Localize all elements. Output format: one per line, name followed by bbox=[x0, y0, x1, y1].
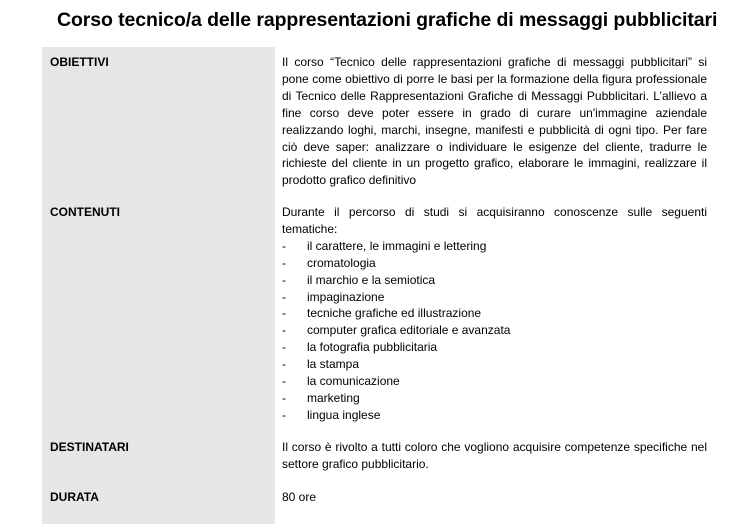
bullet-dash: - bbox=[282, 390, 286, 405]
bullet-dash: - bbox=[282, 374, 286, 389]
bullet-dash: - bbox=[282, 238, 286, 253]
list-item: - computer grafica editoriale e avanzata bbox=[282, 323, 511, 338]
list-item: - il carattere, le immagini e lettering bbox=[282, 238, 487, 253]
list-item: - marketing bbox=[282, 390, 360, 405]
list-item: - la comunicazione bbox=[282, 374, 400, 389]
bullet-dash: - bbox=[282, 272, 286, 287]
page-title: Corso tecnico/a delle rappresentazioni grafiche di messaggi pubblicitari bbox=[57, 9, 718, 31]
bullet-dash: - bbox=[282, 407, 286, 422]
topics-list bbox=[282, 238, 707, 424]
durata-text: 80 ore bbox=[282, 490, 317, 504]
list-item: - la stampa bbox=[282, 357, 360, 372]
bullet-dash: - bbox=[282, 340, 286, 355]
destinatari-label: DESTINATARI bbox=[50, 440, 129, 454]
contenuti-section bbox=[282, 204, 707, 424]
list-item: - lingua inglese bbox=[282, 407, 381, 422]
durata-label: DURATA bbox=[50, 490, 99, 504]
list-item: - il marchio e la semiotica bbox=[282, 272, 436, 287]
list-item: - tecniche grafiche ed illustrazione bbox=[282, 306, 482, 321]
contenuti-label: CONTENUTI bbox=[50, 205, 120, 219]
bullet-dash: - bbox=[282, 306, 286, 321]
obiettivi-text: Il corso “Tecnico delle rappresentazioni grafiche di messaggi pubblicitari” si pone come obiettivo di porre le basi per la formazione della figura professionale di Tecnico delle Rappresentazioni Grafiche di Messaggi Pubblicitari. L’allievo a fine corso deve poter essere in grado di curare un'immagine aziendale realizzando loghi, marchi, insegne, manifesti e pubblicità di ogni tipo. Per fare ciò deve saper: analizzare o individuare le esigenze del cliente, tradurre le richieste del cliente in un progetto grafico, elaborare le immagini, realizzare il prodotto grafico definitivo bbox=[282, 55, 707, 188]
bullet-dash: - bbox=[282, 357, 286, 372]
bullet-dash: - bbox=[282, 323, 286, 338]
destinatari-text: Il corso è rivolto a tutti coloro che vogliono acquisire competenze specifiche nel settore grafico pubblicitario. bbox=[282, 440, 707, 471]
list-item: - impaginazione bbox=[282, 289, 385, 304]
obiettivi-label: OBIETTIVI bbox=[50, 55, 109, 69]
contenuti-intro: Durante il percorso di studi si acquisiranno conoscenze sulle seguenti tematiche: bbox=[282, 205, 707, 236]
bullet-dash: - bbox=[282, 255, 286, 270]
list-item: - cromatologia bbox=[282, 255, 376, 270]
bullet-dash: - bbox=[282, 289, 286, 304]
list-item: - la fotografia pubblicitaria bbox=[282, 340, 438, 355]
